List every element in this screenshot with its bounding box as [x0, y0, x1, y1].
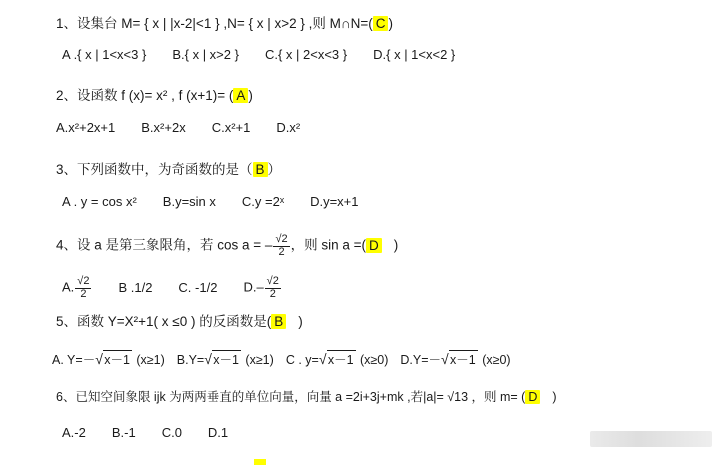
- option-2-d: D.x²: [276, 119, 301, 135]
- question-paren-2: ): [248, 88, 253, 103]
- question-stem-4: [0, 234, 720, 258]
- option-2-b: B.x²+2x: [141, 119, 186, 135]
- option-6-c: C.0: [161, 425, 182, 441]
- question-options-1: [0, 46, 720, 65]
- question-text-2: 设函数 f (x)= x² , f (x+1)= (: [77, 88, 234, 103]
- question-number-4: 4、: [56, 237, 78, 253]
- option-3-a: A . y = cos x²: [62, 193, 137, 209]
- question-options-4: [0, 276, 720, 300]
- question-block-2: [0, 86, 720, 137]
- option-1-c: C.{ x | 2<x<3 }: [264, 46, 348, 62]
- answer-highlight-4: D: [366, 238, 382, 253]
- question-block-4: [0, 234, 720, 300]
- question-number-3: 3、: [56, 162, 78, 177]
- partial-highlight-mark: [254, 459, 266, 465]
- question-stem-2: [0, 86, 720, 106]
- option-5-d: D.Y=－ √ x－1 (x≥0): [400, 350, 510, 369]
- option-3-d: D.y=x+1: [310, 193, 359, 209]
- question-options-2: [0, 119, 720, 138]
- option-4-d: D.– $\frac{√2}{2}$: [243, 275, 279, 300]
- option-5-a: A. Y=－ √ x－1 (x≥1): [52, 350, 165, 369]
- question-stem-1: [0, 14, 720, 34]
- question-text-3: 下列函数中，为奇函数的是（: [77, 162, 253, 177]
- answer-highlight-6: D: [525, 390, 540, 404]
- question-paren-5: ): [298, 314, 303, 329]
- question-number-2: 2、: [56, 88, 78, 103]
- option-5-c: C . y= √ x－1 (x≥0): [286, 350, 389, 369]
- option-4-d-fraction: $\frac{√2}{2}$: [266, 275, 279, 300]
- question-text-1: 设集台 M= { x | |x-2|<1 } ,N= { x | x>2 } ,则 M∩N=(: [77, 16, 373, 31]
- question-text-4: 设 a 是第三象限角，若 cos a = –: [77, 237, 273, 253]
- question-number-5: 5、: [56, 314, 78, 329]
- option-6-a: A.-2: [62, 425, 86, 441]
- option-1-a: A .{ x | 1<x<3 }: [62, 46, 147, 62]
- question-block-5: [0, 312, 720, 369]
- question-text-5: 函数 Y=X²+1( x ≤0 ) 的反函数是(: [77, 314, 272, 329]
- option-2-a: A.x²+2x+1: [56, 119, 116, 135]
- option-2-c: C.x²+1: [211, 119, 251, 135]
- question-paren-3: ）: [267, 162, 282, 177]
- answer-highlight-2: A: [233, 88, 248, 103]
- option-5-a-sqrt: √ x－1: [95, 350, 132, 369]
- blurred-watermark: [590, 431, 712, 447]
- question-options-3: [0, 193, 720, 212]
- question-block-1: [0, 14, 720, 64]
- option-4-b: B .1/2: [118, 279, 153, 295]
- option-3-c: C.y =2ˣ: [241, 193, 285, 209]
- question-stem-6: [0, 388, 720, 406]
- option-4-a: A. $\frac{√2}{2}$: [62, 275, 90, 300]
- question-stem-5: [0, 312, 720, 332]
- option-4-c: C. -1/2: [178, 279, 218, 295]
- question-paren-6: ): [552, 390, 557, 404]
- option-5-d-sqrt: √ x－1: [441, 350, 478, 369]
- sqrt2-over-2-fraction: $\frac{√2}{2}$: [275, 233, 288, 258]
- option-5-c-sqrt: √ x－1: [319, 350, 356, 369]
- question-paren-1: ): [388, 16, 393, 31]
- option-5-b: B.Y= √ x－1 (x≥1): [177, 350, 274, 369]
- option-3-b: B.y=sin x: [162, 193, 216, 209]
- question-text-6: 已知空间象限 ijk 为两两垂直的单位向量，向量 a =2i+3j+mk ,若|a|= √13 ，则 m= (: [75, 390, 526, 404]
- answer-highlight-5: B: [271, 314, 286, 329]
- question-paren-4: ): [393, 237, 399, 253]
- question-number-6: 6、: [56, 390, 76, 404]
- option-6-d: D.1: [207, 425, 229, 441]
- option-4-a-fraction: $\frac{√2}{2}$: [77, 275, 90, 300]
- answer-highlight-1: C: [373, 16, 389, 31]
- question-block-3: [0, 160, 720, 211]
- option-1-b: B.{ x | x>2 }: [172, 46, 239, 62]
- option-6-b: B.-1: [111, 425, 136, 441]
- option-1-d: D.{ x | 1<x<2 }: [373, 46, 456, 62]
- question-number-1: 1、: [56, 16, 78, 31]
- option-5-b-sqrt: √ x－1: [204, 350, 241, 369]
- question-options-5: [0, 350, 720, 369]
- question-stem-3: [0, 160, 720, 180]
- question-text-4b: ，则 sin a =(: [290, 237, 366, 253]
- answer-highlight-3: B: [253, 162, 268, 177]
